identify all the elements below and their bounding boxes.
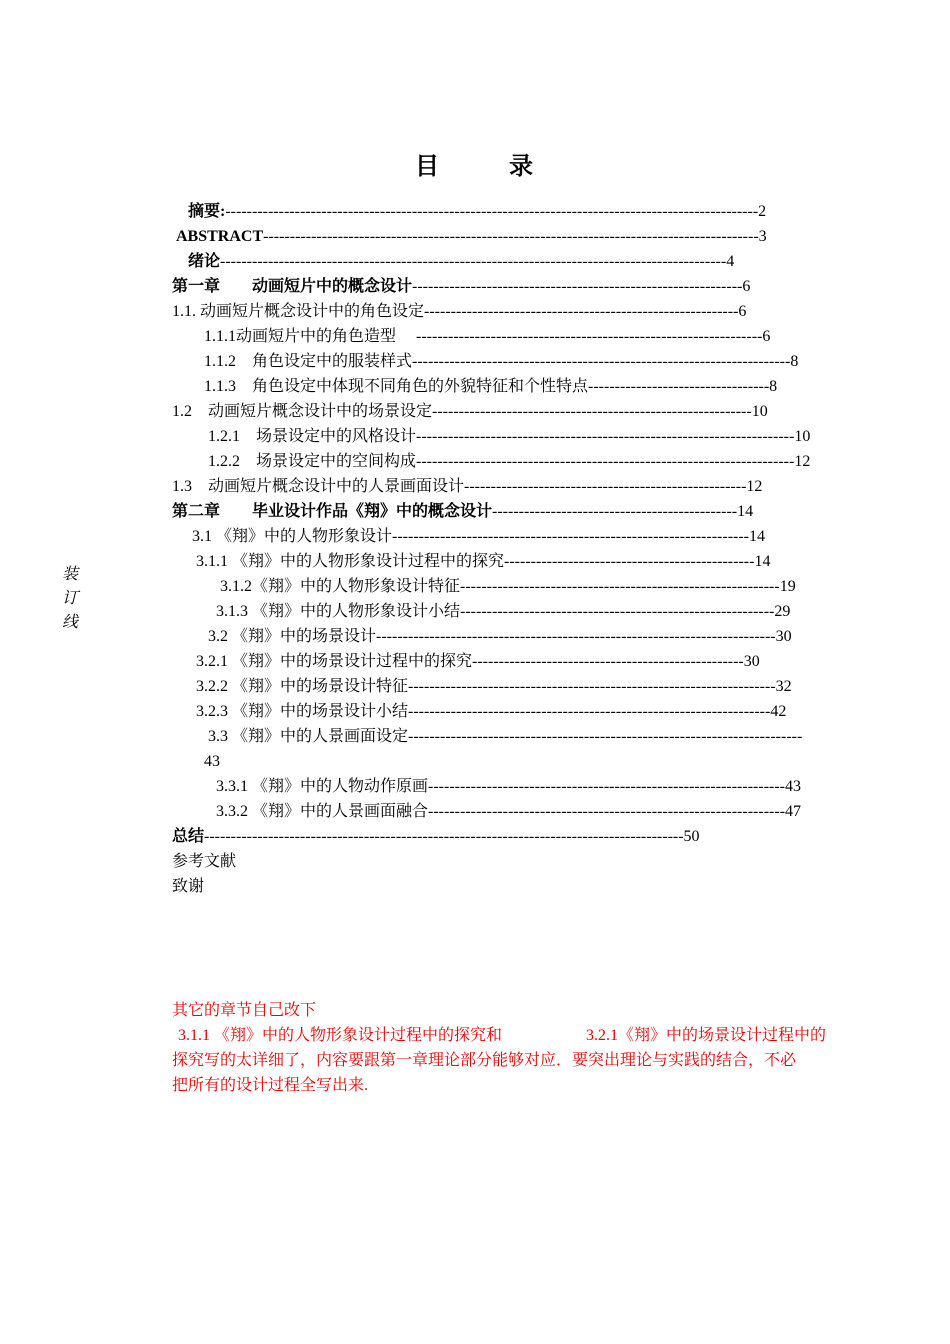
toc-page-number: 8	[790, 353, 799, 370]
toc-label: 1.1. 动画短片概念设计中的角色设定	[172, 303, 425, 320]
toc-label: 3.1 《翔》中的人物形象设计	[192, 528, 393, 545]
toc-page-number: 50	[683, 828, 700, 845]
toc-leader: -------------------------------------------------------------------	[392, 528, 749, 545]
toc-leader: -----------------------------------------------------------------------	[416, 428, 795, 445]
toc-page-number: 6	[742, 278, 751, 295]
toc-leader: -----------------------------------------------------------	[424, 303, 739, 320]
toc-page-number: 6	[738, 303, 747, 320]
toc-label: 1.2 动画短片概念设计中的场景设定	[172, 403, 433, 420]
toc-page-number: 10	[794, 428, 811, 445]
binding-char: 订	[61, 588, 78, 607]
toc-entry-1-1-2[interactable]	[204, 352, 798, 372]
toc-entry-introduction[interactable]	[188, 252, 734, 272]
toc-entry-abstract-cn[interactable]	[188, 202, 798, 222]
toc-entry-1-2[interactable]	[172, 402, 768, 422]
toc-leader: -----------------------------------------------------------------	[416, 328, 763, 345]
toc-label: 1.2.1 场景设定中的风格设计	[208, 428, 417, 445]
toc-leader: -----------------------------------------------------------------------	[416, 453, 795, 470]
toc-leader: ---------------------------------------------------------------------------------------------	[263, 228, 759, 245]
toc-page-number: 47	[785, 803, 801, 820]
toc-label: 3.3.2 《翔》中的人景画面融合	[216, 803, 429, 820]
toc-page-number: 3	[758, 228, 767, 245]
toc-label: 1.1.2 角色设定中的服装样式	[204, 353, 413, 370]
toc-leader: --------------------------------------------------------------------	[408, 703, 771, 720]
binding-line-mark	[60, 562, 80, 634]
note-line: 把所有的设计过程全写出来.	[172, 1077, 369, 1094]
note-text: 3.1.1 《翔》中的人物形象设计过程中的探究和	[178, 1027, 503, 1044]
toc-entry-1-1[interactable]	[172, 302, 746, 322]
toc-entry-1-3[interactable]	[172, 477, 762, 497]
toc-entry-conclusion[interactable]	[172, 827, 700, 847]
toc-leader: ---------------------------------------------------------------------	[408, 678, 776, 695]
toc-page-number: 10	[751, 403, 768, 420]
toc-leader: --------------------------------------------------------------------------	[408, 728, 803, 745]
toc-leader: -----------------------------------------------------------	[460, 603, 775, 620]
toc-entry-3-1-2[interactable]	[220, 577, 796, 597]
toc-page-number: 12	[746, 478, 763, 495]
toc-entry-3-3-2[interactable]	[216, 802, 801, 822]
toc-page-number: 30	[775, 628, 792, 645]
toc-label: 1.2.2 场景设定中的空间构成	[208, 453, 417, 470]
note-line	[172, 1023, 826, 1048]
toc-label: 绪论	[188, 253, 221, 270]
toc-label: 3.1.3 《翔》中的人物形象设计小结	[216, 603, 461, 620]
toc-leader: --------------------------------------------------------------	[412, 278, 743, 295]
toc-entry-abstract-en[interactable]	[176, 227, 767, 247]
toc-entry-3-2[interactable]	[208, 627, 792, 647]
title-char-1: 目	[415, 154, 441, 180]
toc-leader: ----------------------------------------------	[492, 503, 738, 520]
toc-entry-1-1-1[interactable]	[204, 327, 770, 347]
toc-label: 1.3 动画短片概念设计中的人景画面设计	[172, 478, 465, 495]
toc-leader: ------------------------------------------------------------	[460, 578, 780, 595]
toc-leader: -------------------------------------------------------------------	[428, 803, 785, 820]
note-text: 3.2.1《翔》中的场景设计过程中的	[585, 1027, 826, 1044]
toc-page-number: 32	[775, 678, 792, 695]
toc-label: 3.2 《翔》中的场景设计	[208, 628, 377, 645]
toc-leader: ---------------------------------------------------	[472, 653, 744, 670]
toc-leader: -----------------------------------------------------------------------------------------------	[220, 253, 727, 270]
toc-page-number: 4	[726, 253, 735, 270]
toc-entry-chapter-2[interactable]	[172, 502, 753, 522]
toc-entry-1-1-3[interactable]	[204, 377, 777, 397]
toc-leader: -----------------------------------------------------	[464, 478, 747, 495]
page-title	[0, 146, 950, 181]
toc-page-number: 6	[762, 328, 771, 345]
toc-label: 3.3.1 《翔》中的人物动作原画	[216, 778, 429, 795]
toc-entry-3-2-3[interactable]	[196, 702, 786, 722]
toc-entry-1-2-1[interactable]	[208, 427, 810, 447]
toc-page-number: 43	[785, 778, 801, 795]
toc-leader: ----------------------------------	[588, 378, 770, 395]
toc-entry-3-3[interactable]	[208, 727, 802, 747]
toc-label: 摘要:	[188, 203, 226, 220]
toc-leader: -----------------------------------------------	[504, 553, 755, 570]
toc-page-number: 19	[779, 578, 796, 595]
toc-page-number: 42	[770, 703, 787, 720]
toc-label: 3.2.3 《翔》中的场景设计小结	[196, 703, 409, 720]
toc-page-number: 12	[794, 453, 811, 470]
toc-page-number: 14	[754, 553, 771, 570]
toc-page-number: 30	[743, 653, 760, 670]
toc-entry-3-1-1[interactable]	[196, 552, 770, 572]
toc-entry-1-2-2[interactable]	[208, 452, 810, 472]
toc-leader: ---------------------------------------------------------------------------	[376, 628, 776, 645]
toc-label: 3.2.1 《翔》中的场景设计过程中的探究	[196, 653, 473, 670]
toc-label: 3.1.2《翔》中的人物形象设计特征	[220, 578, 461, 595]
binding-char: 线	[61, 612, 78, 631]
toc-leader: -----------------------------------------------------------------------	[412, 353, 791, 370]
toc-label: 1.1.1动画短片中的角色造型	[204, 328, 417, 345]
toc-page-number: 8	[769, 378, 778, 395]
toc-label: 3.2.2 《翔》中的场景设计特征	[196, 678, 409, 695]
toc-leader: ----------------------------------------------------------------------------------------------------	[225, 203, 759, 220]
toc-page-number: 29	[774, 603, 791, 620]
toc-leader: ------------------------------------------------------------------------------------------	[204, 828, 684, 845]
note-line: 其它的章节自己改下	[172, 1002, 317, 1019]
toc-entry-acknowledgements[interactable]: 致谢	[172, 878, 205, 895]
toc-entry-3-1-3[interactable]	[216, 602, 790, 622]
toc-entry-3-3-1[interactable]	[216, 777, 801, 797]
toc-page-number: 14	[749, 528, 765, 545]
toc-entry-chapter-1[interactable]	[172, 277, 750, 297]
reviewer-note	[172, 998, 826, 1098]
toc-page-number: 2	[758, 203, 767, 220]
toc-label: 3.1.1 《翔》中的人物形象设计过程中的探究	[196, 553, 505, 570]
toc-label: ABSTRACT	[176, 228, 264, 245]
toc-entry-3-2-2[interactable]	[196, 677, 792, 697]
toc-page-number: 14	[737, 503, 754, 520]
toc-label: 第二章 毕业设计作品《翔》中的概念设计	[172, 503, 493, 520]
toc-entry-3-1[interactable]	[192, 527, 765, 547]
toc-entry-references[interactable]: 参考文献	[172, 853, 237, 870]
toc-page-number: 43	[204, 753, 220, 770]
toc-label: 第一章 动画短片中的概念设计	[172, 278, 413, 295]
binding-char: 装	[61, 564, 78, 583]
note-line: 探究写的太详细了，内容要跟第一章理论部分能够对应．要突出理论与实践的结合，不必	[172, 1052, 797, 1069]
toc-entry-3-2-1[interactable]	[196, 652, 760, 672]
toc-label: 3.3 《翔》中的人景画面设定	[208, 728, 409, 745]
title-char-2: 录	[509, 154, 535, 180]
toc-leader: -------------------------------------------------------------------	[428, 778, 785, 795]
toc-leader: ------------------------------------------------------------	[432, 403, 752, 420]
toc-label: 总结	[172, 828, 205, 845]
toc-label: 1.1.3 角色设定中体现不同角色的外貌特征和个性特点	[204, 378, 589, 395]
